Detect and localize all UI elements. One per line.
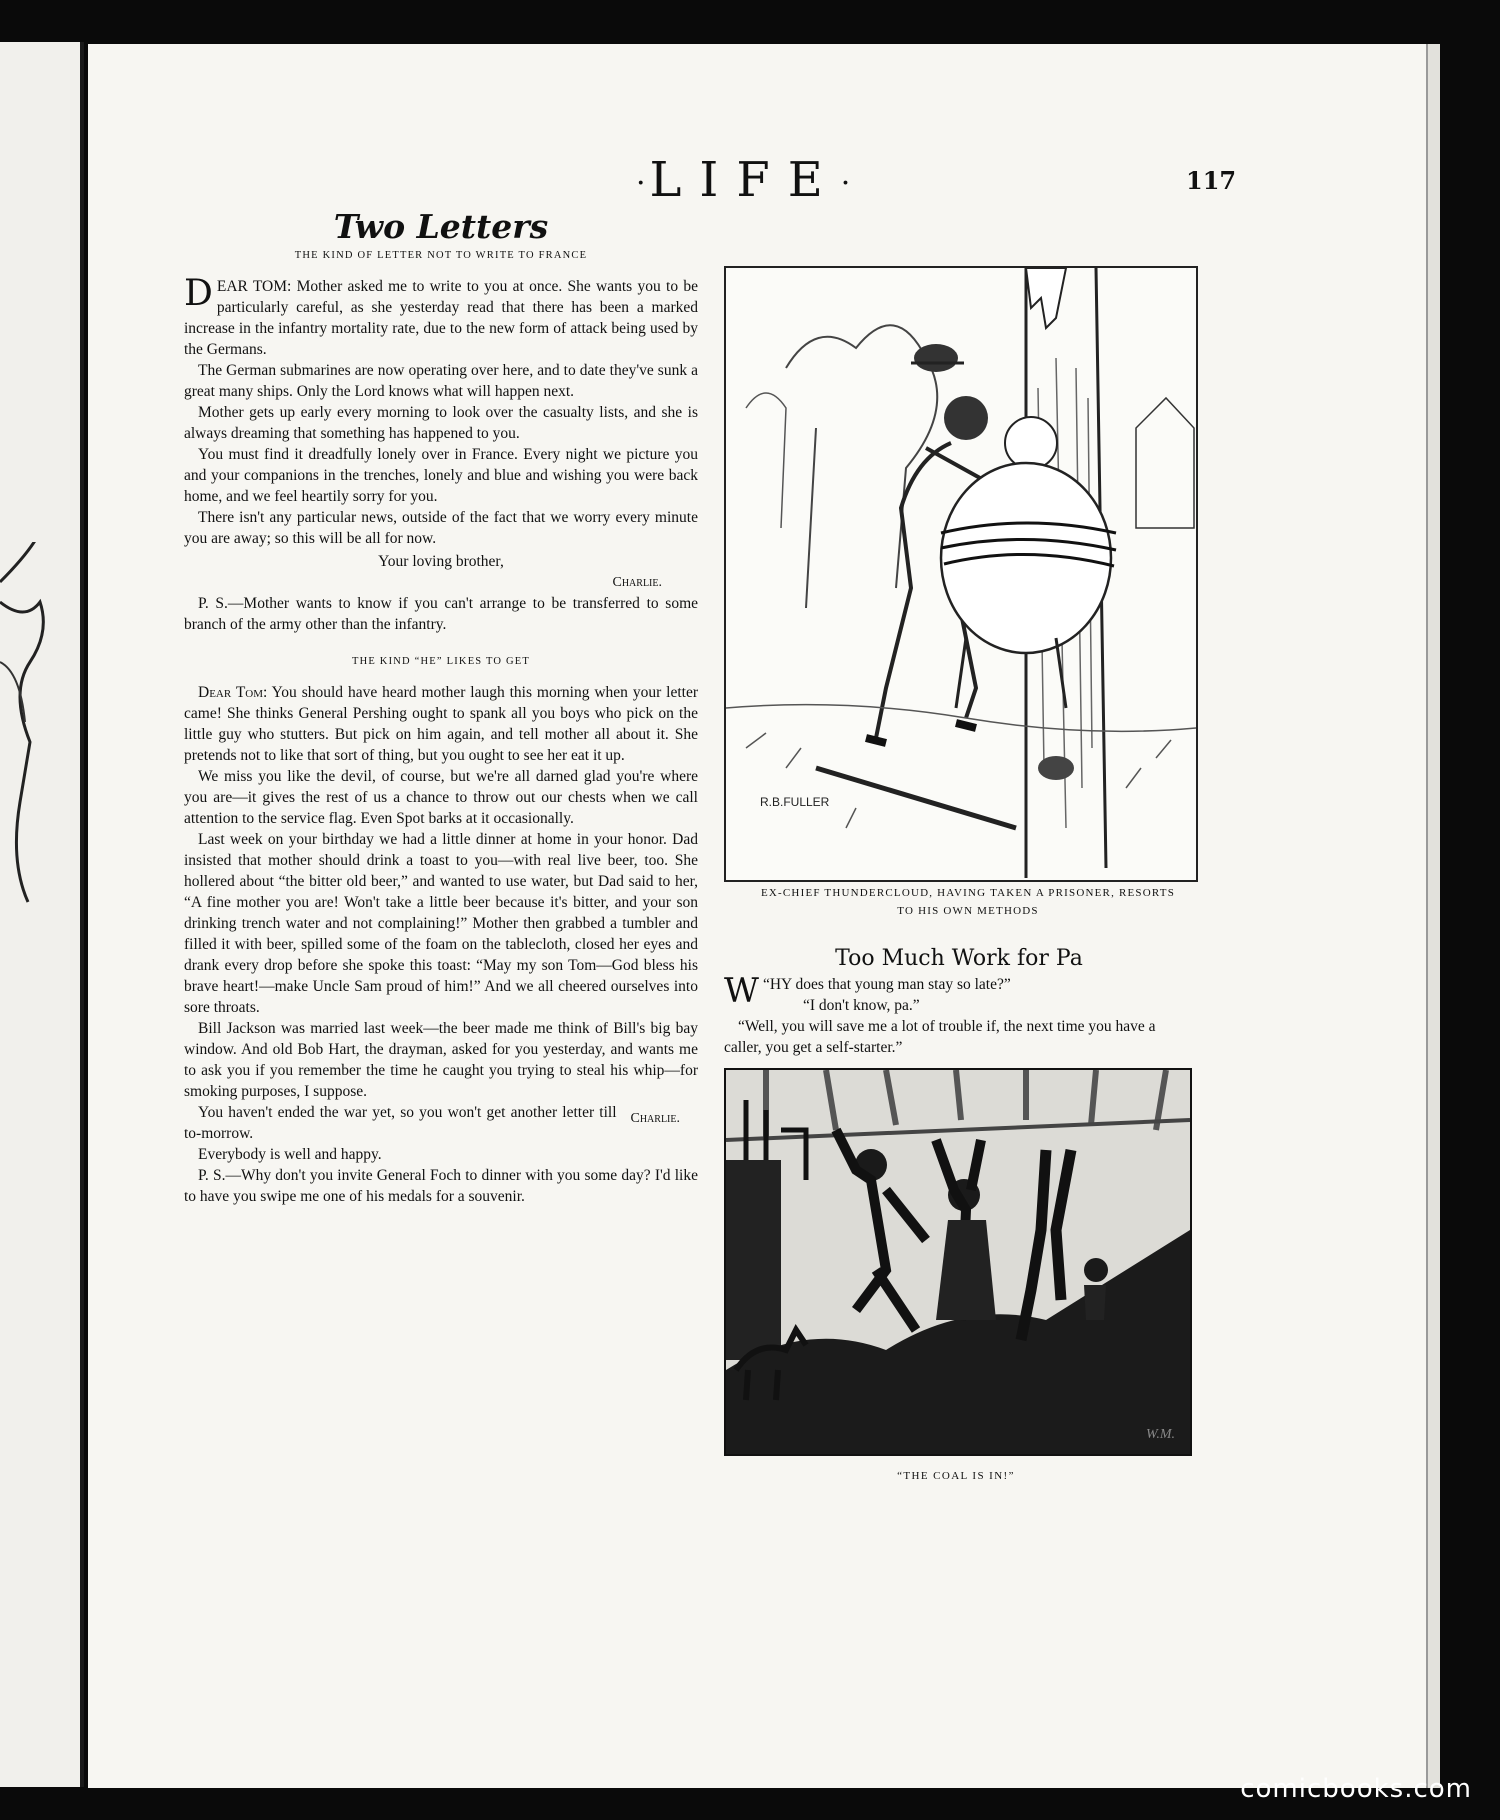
letter1-signature: Charlie. bbox=[612, 575, 662, 590]
left-page-edge bbox=[0, 42, 84, 1787]
coal-cartoon bbox=[724, 1068, 1192, 1456]
letter1-postscript: P. S.—Mother wants to know if you can't arrange to be transferred to some branch of the army other than the infantry. bbox=[184, 595, 698, 633]
magazine-page bbox=[88, 44, 1440, 1788]
joke-title: Too Much Work for Pa bbox=[835, 946, 1083, 971]
coal-cartoon-caption: “THE COAL IS IN!” bbox=[897, 1470, 1015, 1482]
soldier-prisoner-cartoon bbox=[724, 266, 1198, 882]
letter2-signature: Charlie. bbox=[630, 1111, 680, 1126]
letter2-para: Dear Tom: You should have heard mother laugh this morning when your letter came! She thinks General Pershing ought to spank all you boys who pick on the little guy who stutters. But pick on him again, and tell mother all about it. She pretends not to like that sort of thing, but you ought to see her eat it up. bbox=[184, 684, 698, 764]
letter1-closing: Your loving brother, bbox=[378, 553, 504, 570]
letter2-para: Charlie. You haven't ended the war yet, so you won't get another letter till to-morrow. bbox=[184, 1104, 680, 1142]
drop-cap: W bbox=[724, 971, 759, 1011]
letter1-subhead: THE KIND OF LETTER NOT TO WRITE TO FRANCE bbox=[294, 250, 588, 261]
cartoon-artist-signature: R.B.FULLER bbox=[760, 795, 830, 809]
watermark: comicbooks.com bbox=[1240, 1774, 1472, 1804]
letter2-para: Bill Jackson was married last week—the beer made me think of Bill's big bay window. And old Bob Hart, the drayman, asked for you yesterday, and wants me to ask you if you remember the time he caught you trying to steal his whip—for smoking purposes, I suppose. bbox=[184, 1020, 698, 1100]
letter2-para: Everybody is well and happy. bbox=[198, 1146, 382, 1163]
letter2-para: Last week on your birthday we had a little dinner at home in your honor. Dad insisted that mother should drink a toast to you—with real live beer, too. She hollered about “the bitter old beer,” and wanted to use water, but Dad said to her, “A fine mother you are! Won't take a little beer because it's bitter, and your son drinking trench water and not complaining!” Mother then grabbed a tumbler and filled it with beer, spilled some of the foam on the tablecloth, closed her eyes and drank every drop before she spoke this toast: “May my son Tom—God bless his brave heart!—make Uncle Sam proud of him!” And we all cheered ourselves into sore throats. bbox=[184, 831, 698, 1016]
page-number: 117 bbox=[1186, 166, 1237, 195]
joke-line: “I don't know, pa.” bbox=[802, 997, 920, 1014]
letter2-subhead: THE KIND “HE” LIKES TO GET bbox=[351, 656, 531, 667]
two-letters-article bbox=[184, 207, 698, 1207]
letter1-para: There isn't any particular news, outside of the fact that we worry every minute you are away; so this will be all for now. bbox=[184, 509, 698, 547]
letter1-para: DEAR TOM: Mother asked me to write to you at once. She wants you to be particularly careful, as she yesterday read that there has been a marked increase in the infantry mortality rate, due to the new form of attack being used by the Germans. bbox=[184, 273, 698, 358]
masthead: ·LIFE· bbox=[636, 152, 855, 208]
letter1-para: Mother gets up early every morning to look over the casualty lists, and she is always dreaming that something has happened to you. bbox=[184, 404, 698, 442]
letter2-postscript: P. S.—Why don't you invite General Foch to dinner with you some day? I'd like to have you swipe me one of his medals for a souvenir. bbox=[184, 1167, 698, 1205]
letter1-para: You must find it dreadfully lonely over in France. Every night we picture you and your companions in the trenches, lonely and blue and wishing you were back home, and we feel heartily sorry for you. bbox=[184, 446, 698, 505]
letter2-para: We miss you like the devil, of course, but we're all darned glad you're where you are—it gives the rest of us a chance to throw out our chests when we call attention to the service flag. Even Spot barks at it occasionally. bbox=[184, 768, 698, 827]
joke-text bbox=[724, 971, 1194, 1058]
cartoon-caption: EX-CHIEF THUNDERCLOUD, HAVING TAKEN A PRISONER, RESORTS TO HIS OWN METHODS bbox=[760, 887, 1176, 917]
page-header bbox=[88, 152, 1440, 222]
joke-line: “ W HY does that young man stay so late?” bbox=[724, 971, 1011, 1011]
joke-line: “Well, you will save me a lot of trouble if, the next time you have a caller, you get a self-starter.” bbox=[724, 1018, 1156, 1056]
letter1-para: The German submarines are now operating over here, and to date they've sunk a great many ships. Only the Lord knows what will happen next. bbox=[184, 362, 698, 400]
drop-cap: D bbox=[184, 273, 213, 314]
dog-sketch-fragment bbox=[0, 542, 60, 922]
photo-artist-signature: W.M. bbox=[1146, 1427, 1176, 1442]
article-title: Two Letters bbox=[333, 207, 549, 246]
